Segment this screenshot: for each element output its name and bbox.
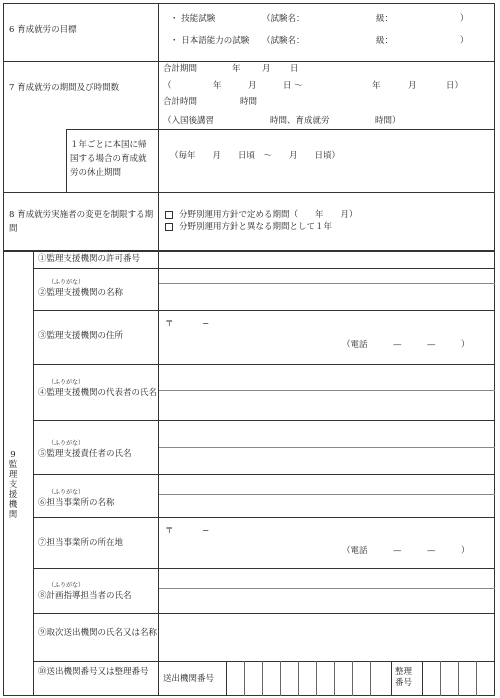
grid-line	[391, 661, 392, 696]
sender-number-label: 送出機関番号	[163, 674, 215, 684]
section6-label: 6 育成就労の目標	[9, 25, 77, 35]
option-sector-policy[interactable]	[165, 210, 358, 221]
period-year-unit[interactable]: 年	[232, 64, 241, 74]
digit-cell[interactable]	[244, 662, 262, 695]
phone-field[interactable]: （電話 — — ）	[342, 340, 470, 350]
furigana-label: （ふりがな）	[48, 440, 85, 447]
divider	[33, 268, 495, 269]
furigana-label: （ふりがな）	[48, 379, 85, 386]
period-day-unit[interactable]: 日	[290, 64, 299, 74]
row3-label: ③監理支援機関の住所	[38, 331, 124, 341]
row4-label: ④監理支援機関の代表者の氏名	[38, 388, 158, 398]
japanese-exam-label: ・ 日本語能力の試験	[170, 36, 250, 46]
section9-label: 9監理支援機関	[8, 450, 18, 520]
postal-mark: 〒	[165, 319, 174, 329]
option-one-year-text: 分野別運用方針と異なる期間として１年	[179, 222, 333, 232]
row6-label: ⑥担当事業所の名称	[38, 498, 115, 508]
divider	[33, 568, 495, 569]
postal-mark: 〒	[165, 526, 174, 536]
grid-line	[262, 661, 263, 696]
divider	[33, 310, 495, 311]
home-return-pause-label: １年ごとに本国に帰国する場合の育成就労の休止期間	[70, 140, 147, 178]
grid-line	[370, 661, 371, 696]
furigana-line	[158, 494, 495, 495]
divider	[33, 661, 495, 662]
row9-label: ⑨取次送出機関の氏名又は名称	[38, 628, 158, 638]
column-divider	[158, 3, 159, 250]
skill-exam-grade-field[interactable]: 級：	[376, 14, 394, 24]
furigana-line	[158, 390, 495, 391]
section8-label: 8 育成就労実施者の変更を制限する期間	[9, 210, 154, 234]
skill-exam-name-field[interactable]: （試験名：	[262, 14, 305, 24]
divider	[66, 129, 495, 130]
section7-label: 7 育成就労の期間及び時間数	[9, 83, 120, 93]
grid-line	[458, 661, 459, 696]
checkbox-icon[interactable]	[165, 223, 173, 231]
close-paren: ）	[460, 36, 469, 46]
period-month-unit[interactable]: 月	[262, 64, 271, 74]
start-month-unit[interactable]: 月	[248, 81, 257, 91]
divider	[33, 517, 495, 518]
hours-unit[interactable]: 時間	[240, 97, 258, 107]
column-divider	[66, 129, 67, 192]
skill-exam-label: ・ 技能試験	[170, 14, 216, 24]
column-divider	[33, 250, 34, 696]
row2-label: ②監理支援機関の名称	[38, 288, 124, 298]
row7-label: ⑦担当事業所の所在地	[38, 538, 124, 548]
japanese-exam-grade-field[interactable]: 級：	[376, 36, 394, 46]
digit-cell[interactable]	[440, 662, 458, 695]
grid-line	[316, 661, 317, 696]
grid-line	[422, 661, 423, 696]
checkbox-icon[interactable]	[165, 211, 173, 219]
divider	[33, 420, 495, 421]
furigana-label: （ふりがな）	[48, 489, 85, 496]
divider	[33, 474, 495, 475]
reference-number-label: 整理番号	[395, 667, 413, 688]
divider	[3, 192, 495, 193]
divider	[33, 613, 495, 614]
furigana-label: （ふりがな）	[48, 582, 85, 589]
option-one-year[interactable]	[165, 222, 332, 233]
grid-line	[352, 661, 353, 696]
total-period-label: 合計期間	[163, 64, 198, 74]
divider	[33, 364, 495, 365]
end-year-unit[interactable]: 年	[372, 81, 381, 91]
divider	[3, 61, 495, 62]
start-day-unit[interactable]: 日 〜	[283, 81, 303, 91]
column-divider	[158, 250, 159, 696]
furigana-line	[158, 447, 495, 448]
orientation-hours-label: （入国後講習	[163, 116, 215, 126]
start-year-unit[interactable]: 年	[213, 81, 222, 91]
option-sector-policy-text: 分野別運用方針で定める期間（ 年 月）	[179, 210, 358, 220]
total-hours-label: 合計時間	[163, 97, 198, 107]
grid-line	[334, 661, 335, 696]
japanese-exam-name-field[interactable]: （試験名：	[262, 36, 305, 46]
furigana-line	[158, 588, 495, 589]
grid-line	[226, 661, 227, 696]
row5-label: ⑤監理支援責任者の氏名	[38, 449, 132, 459]
end-month-unit[interactable]: 月	[408, 81, 417, 91]
range-open: （	[163, 81, 172, 91]
postal-dash: −	[202, 319, 210, 329]
row8-label: ⑧計画指導担当者の氏名	[38, 591, 132, 601]
divider	[3, 250, 495, 252]
end-day-unit[interactable]: 日）	[446, 81, 464, 91]
grid-line	[298, 661, 299, 696]
row1-label: ①監理支援機関の許可番号	[38, 254, 141, 264]
grid-line	[280, 661, 281, 696]
home-return-pause-field[interactable]: （毎年 月 日頃 〜 月 日頃）	[170, 151, 341, 161]
close-paren: ）	[460, 14, 469, 24]
furigana-label: （ふりがな）	[48, 279, 85, 286]
row10-label: ⑩送出機関番号又は整理番号	[38, 667, 149, 677]
postal-dash: −	[202, 526, 210, 536]
grid-line	[476, 661, 477, 696]
furigana-line	[158, 283, 495, 284]
phone-field[interactable]: （電話 — — ）	[342, 546, 470, 556]
training-hours-label: 時間、育成就労	[270, 116, 330, 126]
hours-close: 時間）	[375, 116, 401, 126]
